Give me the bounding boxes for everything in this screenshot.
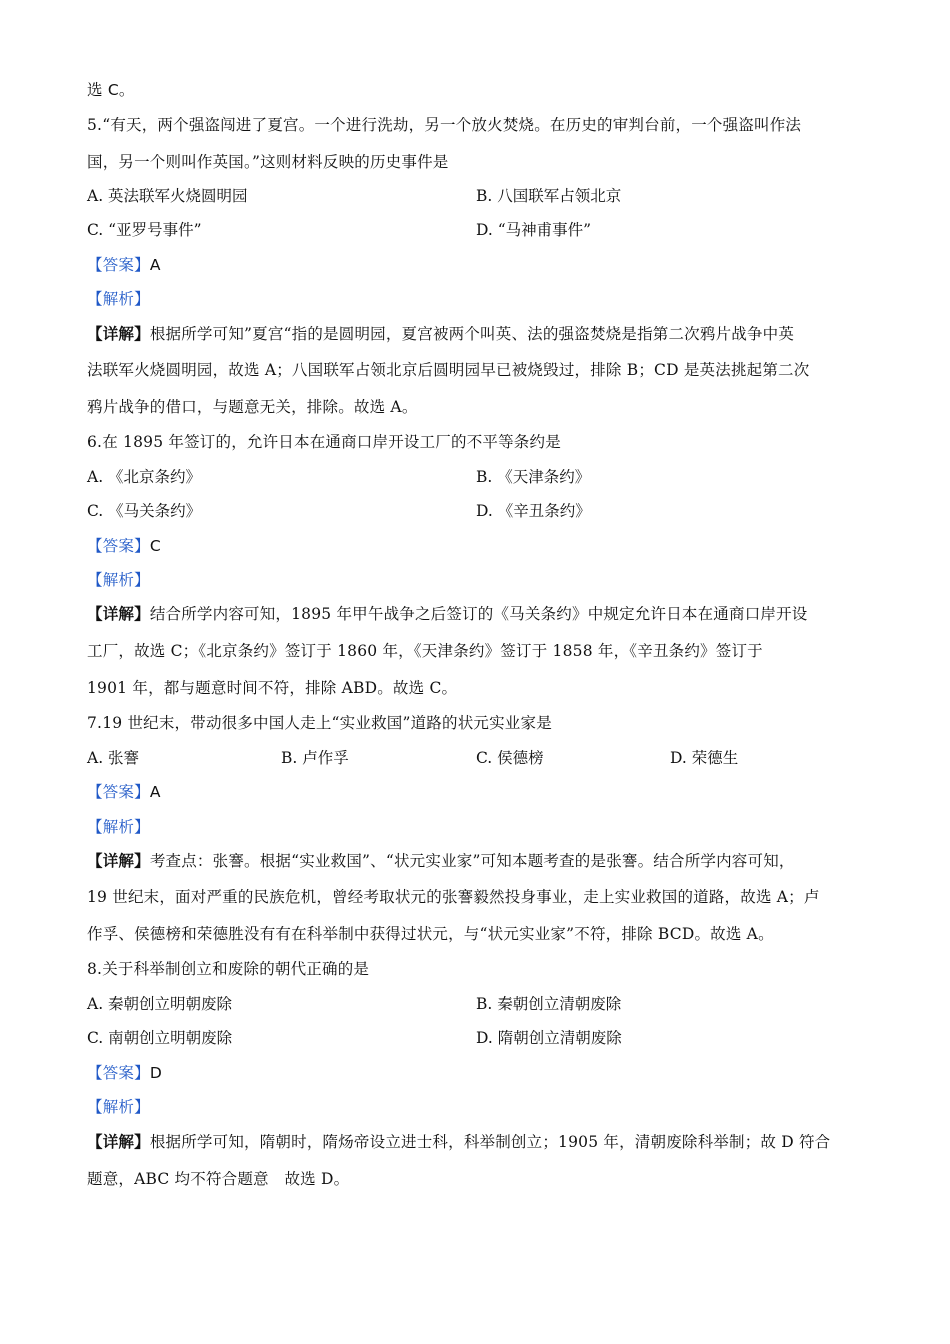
question-5-answer <box>87 254 161 276</box>
detail-text: 根据所学可知，隋朝时，隋炀帝设立进士科，科举制创立；1905 年，清朝废除科举制；故 D 符合 <box>149 1133 831 1151</box>
question-8-detail-line-2: 题意，ABC 均不符合题意 故选 D。 <box>87 1170 350 1188</box>
question-6-option-b: B. 《天津条约》 <box>476 468 591 486</box>
answer-value: D <box>149 1064 162 1082</box>
question-5-option-c: C. “亚罗号事件” <box>87 221 202 239</box>
question-6-detail-line-3: 1901 年，都与题意时间不符，排除 ABD。故选 C。 <box>87 679 458 697</box>
question-7-stem: 7.19 世纪末，带动很多中国人走上“实业救国”道路的状元实业家是 <box>87 714 552 732</box>
answer-label: 【答案】 <box>87 783 150 801</box>
question-8-option-b: B. 秦朝创立清朝废除 <box>476 995 622 1013</box>
question-8-option-d: D. 隋朝创立清朝废除 <box>476 1029 622 1047</box>
question-7-detail-line-3: 作孚、侯德榜和荣德胜没有有在科举制中获得过状元，与“状元实业家”不符，排除 BCD。故选 A。 <box>87 925 774 943</box>
question-8-analysis-label: 【解析】 <box>87 1098 150 1116</box>
question-5-stem-line-1: 5.“有天，两个强盗闯进了夏宫。一个进行洗劫，另一个放火焚烧。在历史的审判台前，一个强盗叫作法 <box>87 116 802 134</box>
answer-label: 【答案】 <box>87 537 150 555</box>
question-8-option-c: C. 南朝创立明朝废除 <box>87 1029 233 1047</box>
question-6-answer <box>87 535 161 557</box>
question-7-detail-line-1 <box>87 850 795 872</box>
question-5-analysis-label: 【解析】 <box>87 290 150 308</box>
question-6-detail-line-1 <box>87 603 808 625</box>
detail-label: 【详解】 <box>87 604 150 623</box>
question-5-option-d: D. “马神甫事件” <box>476 221 592 239</box>
question-7-detail-line-2: 19 世纪末，面对严重的民族危机，曾经考取状元的张謇毅然投身事业，走上实业救国的道路，故选 A；卢 <box>87 888 820 906</box>
detail-label: 【详解】 <box>87 324 150 343</box>
answer-value: A <box>149 256 161 274</box>
detail-text: 考查点：张謇。根据“实业救国”、“状元实业家”可知本题考查的是张謇。结合所学内容可知， <box>149 852 795 870</box>
question-7-option-b: B. 卢作孚 <box>281 749 349 767</box>
question-6-detail-line-2: 工厂，故选 C；《北京条约》签订于 1860 年，《天津条约》签订于 1858 年，《辛丑条约》签订于 <box>87 642 763 660</box>
question-6-stem: 6.在 1895 年签订的，允许日本在通商口岸开设工厂的不平等条约是 <box>87 433 561 451</box>
answer-label: 【答案】 <box>87 1064 150 1082</box>
answer-label: 【答案】 <box>87 256 150 274</box>
answer-value: C <box>149 537 161 555</box>
previous-answer-tail: 选 C。 <box>87 81 135 99</box>
question-8-detail-line-1 <box>87 1131 830 1153</box>
question-8-option-a: A. 秦朝创立明朝废除 <box>87 995 233 1013</box>
question-8-stem: 8.关于科举制创立和废除的朝代正确的是 <box>87 960 370 978</box>
question-6-option-d: D. 《辛丑条约》 <box>476 502 591 520</box>
question-5-detail-line-3: 鸦片战争的借口，与题意无关，排除。故选 A。 <box>87 398 418 416</box>
question-5-option-a: A. 英法联军火烧圆明园 <box>87 187 248 205</box>
question-5-stem-line-2: 国，另一个则叫作英国。”这则材料反映的历史事件是 <box>87 153 449 171</box>
question-7-answer <box>87 781 161 803</box>
question-6-option-a: A. 《北京条约》 <box>87 468 202 486</box>
question-5-option-b: B. 八国联军占领北京 <box>476 187 622 205</box>
question-7-option-a: A. 张謇 <box>87 749 140 767</box>
question-7-analysis-label: 【解析】 <box>87 818 150 836</box>
question-5-detail-line-2: 法联军火烧圆明园，故选 A；八国联军占领北京后圆明园早已被烧毁过，排除 B；CD 是英法挑起第二次 <box>87 361 810 379</box>
detail-label: 【详解】 <box>87 851 150 870</box>
question-7-option-d: D. 荣德生 <box>670 749 739 767</box>
question-5-detail-line-1 <box>87 323 794 345</box>
question-6-option-c: C. 《马关条约》 <box>87 502 202 520</box>
detail-label: 【详解】 <box>87 1132 150 1151</box>
detail-text: 结合所学内容可知，1895 年甲午战争之后签订的《马关条约》中规定允许日本在通商口岸开设 <box>149 605 808 623</box>
question-6-analysis-label: 【解析】 <box>87 571 150 589</box>
question-7-option-c: C. 侯德榜 <box>476 749 544 767</box>
detail-text: 根据所学可知”夏宫“指的是圆明园，夏宫被两个叫英、法的强盗焚烧是指第二次鸦片战争中英 <box>149 325 795 343</box>
answer-value: A <box>149 783 161 801</box>
question-8-answer <box>87 1062 162 1084</box>
